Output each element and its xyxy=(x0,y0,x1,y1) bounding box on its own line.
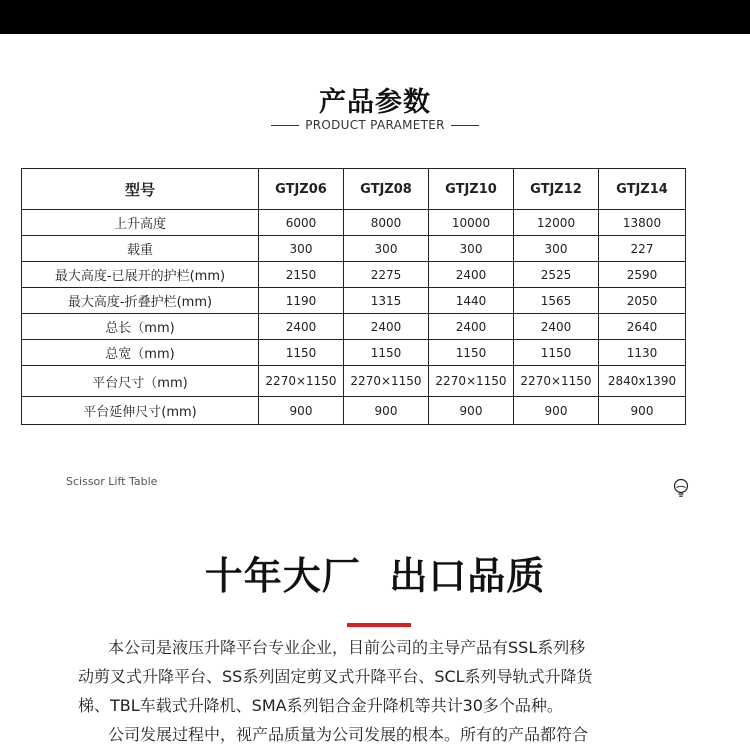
table-row xyxy=(22,262,686,288)
table-cell: 2270×1150 xyxy=(514,366,599,397)
subtitle-left-rule xyxy=(271,125,299,126)
table-cell: 2640 xyxy=(599,314,686,340)
table-cell: 2400 xyxy=(429,262,514,288)
table-cell: 8000 xyxy=(344,210,429,236)
table-cell: 1190 xyxy=(259,288,344,314)
table-cell: 2590 xyxy=(599,262,686,288)
table-cell: 1150 xyxy=(514,340,599,366)
table-cell: 900 xyxy=(599,397,686,425)
table-cell: 2270×1150 xyxy=(344,366,429,397)
table-cell: 2400 xyxy=(514,314,599,340)
table-cell: 900 xyxy=(259,397,344,425)
intro-line: 梯、TBL车载式升降机、SMA系列铝合金升降机等共计30多个品种。 xyxy=(78,696,563,715)
subtitle-text: PRODUCT PARAMETER xyxy=(305,118,445,132)
intro-line: 动剪叉式升降平台、SS系列固定剪叉式升降平台、SCL系列导轨式升降货 xyxy=(78,667,593,686)
table-cell: 300 xyxy=(514,236,599,262)
table-cell: 300 xyxy=(259,236,344,262)
table-cell: 300 xyxy=(344,236,429,262)
table-cell: 1315 xyxy=(344,288,429,314)
row-label: 平台尺寸（mm) xyxy=(22,366,259,397)
intro-line: 本公司是液压升降平台专业企业，目前公司的主导产品有SSL系列移 xyxy=(108,638,586,657)
table-cell: 2275 xyxy=(344,262,429,288)
row-label: 最大高度-已展开的护栏(mm) xyxy=(22,262,259,288)
row-label: 平台延伸尺寸(mm) xyxy=(22,397,259,425)
slogan-title: 十年大厂 出口品质 xyxy=(204,554,546,598)
table-header-row xyxy=(22,169,686,210)
table-row xyxy=(22,236,686,262)
table-row xyxy=(22,340,686,366)
table-cell: 227 xyxy=(599,236,686,262)
table-cell: 2150 xyxy=(259,262,344,288)
header-cell: GTJZ10 xyxy=(429,169,514,210)
table-cell: 2050 xyxy=(599,288,686,314)
table-cell: 2400 xyxy=(259,314,344,340)
company-intro xyxy=(78,633,678,749)
table-cell: 900 xyxy=(429,397,514,425)
table-cell: 2400 xyxy=(429,314,514,340)
product-caption: Scissor Lift Table xyxy=(66,475,158,488)
table-cell: 1150 xyxy=(344,340,429,366)
subtitle-right-rule xyxy=(451,125,479,126)
table-cell: 12000 xyxy=(514,210,599,236)
header-cell: GTJZ06 xyxy=(259,169,344,210)
table-cell: 1150 xyxy=(259,340,344,366)
section-title: 产品参数 xyxy=(319,87,431,118)
accent-divider xyxy=(347,623,411,627)
table-cell: 6000 xyxy=(259,210,344,236)
header-cell: GTJZ14 xyxy=(599,169,686,210)
table-cell: 2270×1150 xyxy=(429,366,514,397)
table-row xyxy=(22,366,686,397)
table-cell: 10000 xyxy=(429,210,514,236)
table-cell: 900 xyxy=(344,397,429,425)
section-subtitle xyxy=(0,118,750,132)
row-label: 总长（mm) xyxy=(22,314,259,340)
table-cell: 1130 xyxy=(599,340,686,366)
table-row xyxy=(22,397,686,425)
intro-line: 公司发展过程中，视产品质量为公司发展的根本。所有的产品都符合 xyxy=(108,725,589,744)
row-label: 载重 xyxy=(22,236,259,262)
table-cell: 2400 xyxy=(344,314,429,340)
table-cell: 13800 xyxy=(599,210,686,236)
spec-table xyxy=(21,168,686,425)
row-label: 总宽（mm) xyxy=(22,340,259,366)
table-cell: 900 xyxy=(514,397,599,425)
table-cell: 2270×1150 xyxy=(259,366,344,397)
row-label: 最大高度-折叠护栏(mm) xyxy=(22,288,259,314)
header-cell: GTJZ12 xyxy=(514,169,599,210)
table-cell: 1565 xyxy=(514,288,599,314)
table-cell: 300 xyxy=(429,236,514,262)
header-cell: GTJZ08 xyxy=(344,169,429,210)
table-cell: 2840x1390 xyxy=(599,366,686,397)
table-cell: 1150 xyxy=(429,340,514,366)
table-cell: 1440 xyxy=(429,288,514,314)
lightbulb-icon xyxy=(673,478,689,498)
table-row xyxy=(22,288,686,314)
header-cell: 型号 xyxy=(22,169,259,210)
table-row xyxy=(22,314,686,340)
table-cell: 2525 xyxy=(514,262,599,288)
table-row xyxy=(22,210,686,236)
top-black-bar xyxy=(0,0,750,34)
row-label: 上升高度 xyxy=(22,210,259,236)
